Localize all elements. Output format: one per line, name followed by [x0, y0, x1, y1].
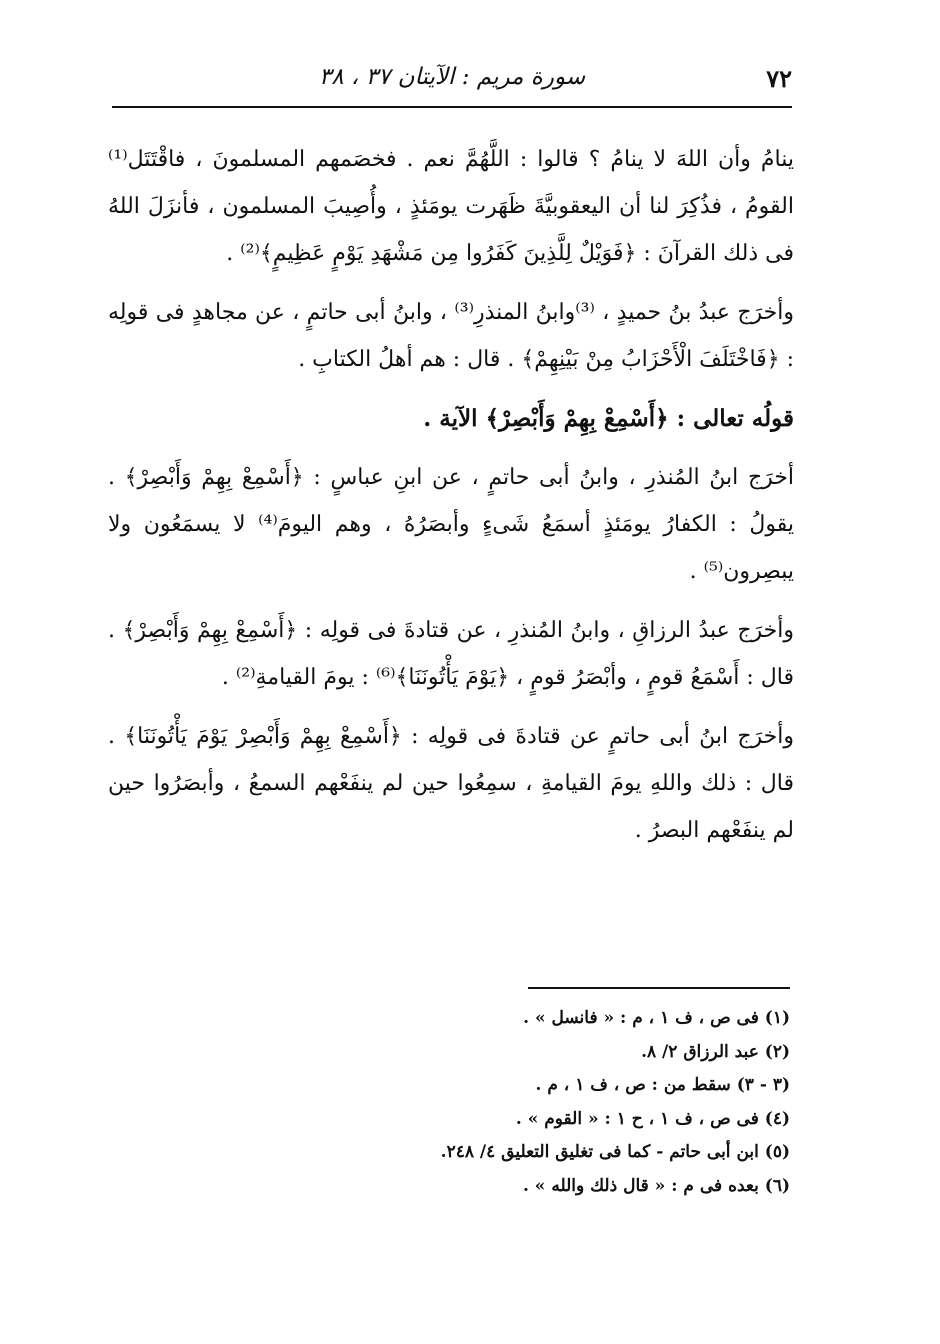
footnote-1: (١) فى ص ، ف ١ ، م : « فانسل » . [523, 1008, 790, 1028]
verse-heading-verse: ﴿أَسْمِعْ بِهِمْ وَأَبْصِرْ﴾ [485, 405, 669, 432]
main-text [108, 136, 794, 866]
footnote-3: (٣ - ٣) سقط من : ص ، ف ١ ، م . [535, 1075, 790, 1095]
running-title: سورة مريم : الآيتان ٣٧ ، ٣٨ [318, 64, 586, 90]
paragraph-4: وأخرَج عبدُ الرزاقِ ، وابنُ المُنذرِ ، عن قتادةَ فى قولِه : ﴿أَسْمِعْ بِهِمْ وَأَبْصِرْ﴾ . قال : أَسْمَعُ قومٍ ، وأبْصَرُ قومٍ ، ﴿يَوْمَ يَأْتُونَنَا﴾⁽⁶⁾ : يومَ القيامةِ⁽²⁾ . [108, 618, 794, 690]
paragraph-3: أخرَج ابنُ المُنذرِ ، وابنُ أبى حاتمٍ ، عن ابنِ عباسٍ : ﴿أَسْمِعْ بِهِمْ وَأَبْصِرْ﴾ . يقولُ : الكفارُ يومَئذٍ أسمَعُ شَىءٍ وأبصَرُهُ ، وهم اليومَ⁽⁴⁾ لا يسمَعُون ولا يبصِرون⁽⁵⁾ . [108, 465, 794, 584]
paragraph-5: وأخرَج ابنُ أبى حاتمٍ عن قتادةَ فى قولِه : ﴿أَسْمِعْ بِهِمْ وَأَبْصِرْ يَوْمَ يَأْتُونَنَا﴾ . قال : ذلك واللهِ يومَ القيامةِ ، سمِعُوا حين لم ينفَعْهم السمعُ ، وأبصَرُوا حين لم ينفَعْهم البصرُ . [108, 724, 794, 843]
footnote-rule [528, 987, 790, 989]
paragraph-2: وأخرَج عبدُ بنُ حميدٍ ، ⁽³⁾وابنُ المنذرِ⁽³⁾ ، وابنُ أبى حاتمٍ ، عن مجاهدٍ فى قولِه : ﴿فَاخْتَلَفَ الْأَحْزَابُ مِنْ بَيْنِهِمْ﴾ . قال : هم أهلُ الكتابِ . [108, 300, 795, 372]
page-number: ٧٢ [766, 64, 792, 93]
footnote-4: (٤) فى ص ، ف ١ ، ح ١ : « القوم » . [515, 1108, 790, 1129]
footnote-2: (٢) عبد الرزاق ٢/ ٨. [641, 1041, 790, 1062]
footnote-5: (٥) ابن أبى حاتم - كما فى تغليق التعليق ٤/ ٢٤٨. [440, 1142, 790, 1162]
paragraph-1: ينامُ وأن اللهَ لا ينامُ ؟ قالوا : اللَّهُمَّ نعم . فخصَمهم المسلمونَ ، فاقْتَتَل⁽¹⁾ القومُ ، فذُكِرَ لنا أن اليعقوبيَّةَ ظَهَرت يومَئذٍ ، وأُصِيبَ المسلمون ، فأنزَلَ اللهُ فى ذلك القرآنَ : ﴿فَوَيْلٌ لِلَّذِينَ كَفَرُوا مِن مَشْهَدِ يَوْمٍ عَظِيمٍ﴾⁽²⁾ . [108, 147, 794, 266]
verse-heading-lead: قولُه تعالى : [676, 405, 794, 432]
page-header [112, 58, 792, 98]
footnote-6: (٦) بعده فى م : « قال ذلك والله » . [522, 1175, 790, 1196]
verse-heading [108, 395, 794, 442]
verse-heading-tail: الآية . [423, 405, 478, 432]
header-rule [112, 106, 792, 108]
footnotes [300, 1002, 790, 1203]
